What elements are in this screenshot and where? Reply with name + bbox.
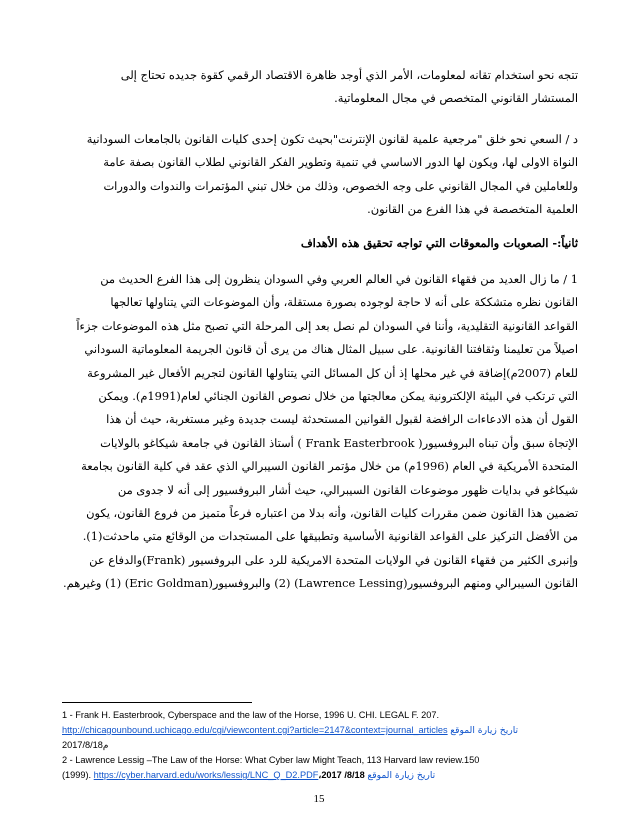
footnote-1-link[interactable]: http://chicagounbound.uchicago.edu/cgi/viewcontent.cgi?article=2147&context=journal_articles <box>62 725 448 735</box>
text-line: القانون السيبرالي ومنهم البروفسيور(Lawrence Lessing) (2) والبروفسيور(Eric Goldman) (1) وغيرهم. <box>63 576 578 591</box>
footnote-2-visit-date: ،2017 /8/18 <box>318 770 365 780</box>
footnote-1-visit-date: 2017/8/18م <box>62 740 109 750</box>
text-line: د / السعي نحو خلق "مرجعية علمية لقانون الإنترنت"بحيث تكون إحدى كليات القانون بالجامعات السودانية <box>86 132 578 146</box>
text-line: الإتجاة سبق وأن تبناه البروفسيور( Frank Easterbrook ) أستاذ القانون في جامعة شيكاغو بالولايات <box>100 435 578 450</box>
text-line: العلمية المتخصصة في هذا الفرع من القانون. <box>367 202 578 217</box>
footnote-1-date-line <box>62 738 578 753</box>
text-line: للعام (2007م)إضافة في غير محلها إذ أن كل المسائل التي يتناولها القانون لتجريم الأفعال غير المشروعة <box>87 365 578 380</box>
heading-text: ثانياً:- الصعوبات والمعوقات التي تواجه تحقيق هذه الأهداف <box>300 236 578 250</box>
text-line: وإنبرى الكثير من فقهاء القانون في الولايات المتحدة الامريكية للرد على البروفسيور (Frank)والدفاع عن <box>89 552 578 567</box>
text-line: المستشار القانوني المتخصص في مجال المعلوماتية. <box>334 91 578 106</box>
page-number: 15 <box>313 793 325 805</box>
footnote-2-link[interactable]: https://cyber.harvard.edu/works/lessig/LNC_Q_D2.PDF <box>93 770 319 780</box>
text-line: وللعاملين في المجال القانوني على وجه الخصوص، وذلك من خلال تبني المؤتمرات والندوات والدورات <box>103 178 578 193</box>
footnote-2-year: (1999). <box>62 770 94 780</box>
footnote-divider <box>62 702 252 703</box>
text-line: اصيلاً من تعليمنا وثقافتنا القانونية. على سبيل المثال هناك من يرى أن قانون الجريمة المعلوماتية السوداني <box>84 342 578 357</box>
text-line: القانون نظره متشككة على أنه لا حاجة لوجوده بصورة مستقلة، وأن الموضوعات التي يتناولها تعالجها <box>110 295 578 310</box>
text-line: 1 / ما زال العديد من فقهاء القانون في العالم العربي وفي السودان ينظرون إلى هذا الفرع الحديث من <box>100 272 578 286</box>
text-line: تضمين هذا القانون ضمن مقررات كليات القانون، وأنه بدلا من اعتباره فرعاً متميز من فروع القانون، يكون <box>86 505 578 520</box>
text-line: شيكاغو في بدايات ظهور موضوعات القانون السيبرالي، حيث أشار البروفسيور إلى أنه لا جدوى من <box>117 482 578 497</box>
footnote-2-citation: 2 - Lawrence Lessig –The Law of the Horse: What Cyber law Might Teach, 113 Harvard law review.150 <box>62 755 480 765</box>
footnote-2-link-line <box>62 768 578 783</box>
paragraph-2 <box>62 128 578 222</box>
text-line: المتحدة الأمريكية في العام (1996م) من خلال مؤتمر القانون السيبرالي الذي عقد في كلية القانون بجامعة <box>81 459 578 474</box>
text-line: من الأفضل التركيز على القواعد القانونية الأساسية وتطبيقها على المستجدات من الوقائع متي ماحدثت(1). <box>82 529 578 544</box>
text-line: النواة الاولى لها، ويكون لها الدور الاساسي في تنمية وتطوير الفكر القانوني لطلاب القانون بصفة عامة <box>103 155 578 170</box>
text-line: تتجه نحو استخدام تقانه لمعلومات، الأمر الذي أوجد ظاهرة الاقتصاد الرقمي كقوة جديده تحتاج إلى <box>120 68 578 82</box>
footnote-1-citation: 1 - Frank H. Easterbrook, Cyberspace and the law of the Horse, 1996 U. CHI. LEGAL F. 207. <box>62 710 440 720</box>
footnote-1-link-line <box>62 723 578 738</box>
paragraph-3 <box>62 268 578 595</box>
text-line: القول أن هذه الادعاءات الرافضة لقبول القوانين المستحدثة ليست جديدة وغير مستغربة، حيث أن هذا <box>106 412 578 427</box>
footnote-2-visit-label: تاريخ زيارة الموقع <box>367 770 436 781</box>
footnote-2-text <box>62 753 578 768</box>
footnote-1-visit-label: تاريخ زيارة الموقع <box>450 725 519 736</box>
text-line: القواعد القانونية التقليدية، وأننا في السودان لم نصل بعد إلى المرحلة التي تصبح مثل هذه الموضوعات جزءاً <box>76 318 578 333</box>
paragraph-1 <box>62 64 578 111</box>
section-heading <box>62 232 578 255</box>
text-line: التي ترتكب في البيئة الإلكترونية يمكن معالجتها من خلال نصوص القانون الجنائي لعام(1991م). ويمكن <box>98 388 578 403</box>
footnote-1-text <box>62 708 578 723</box>
